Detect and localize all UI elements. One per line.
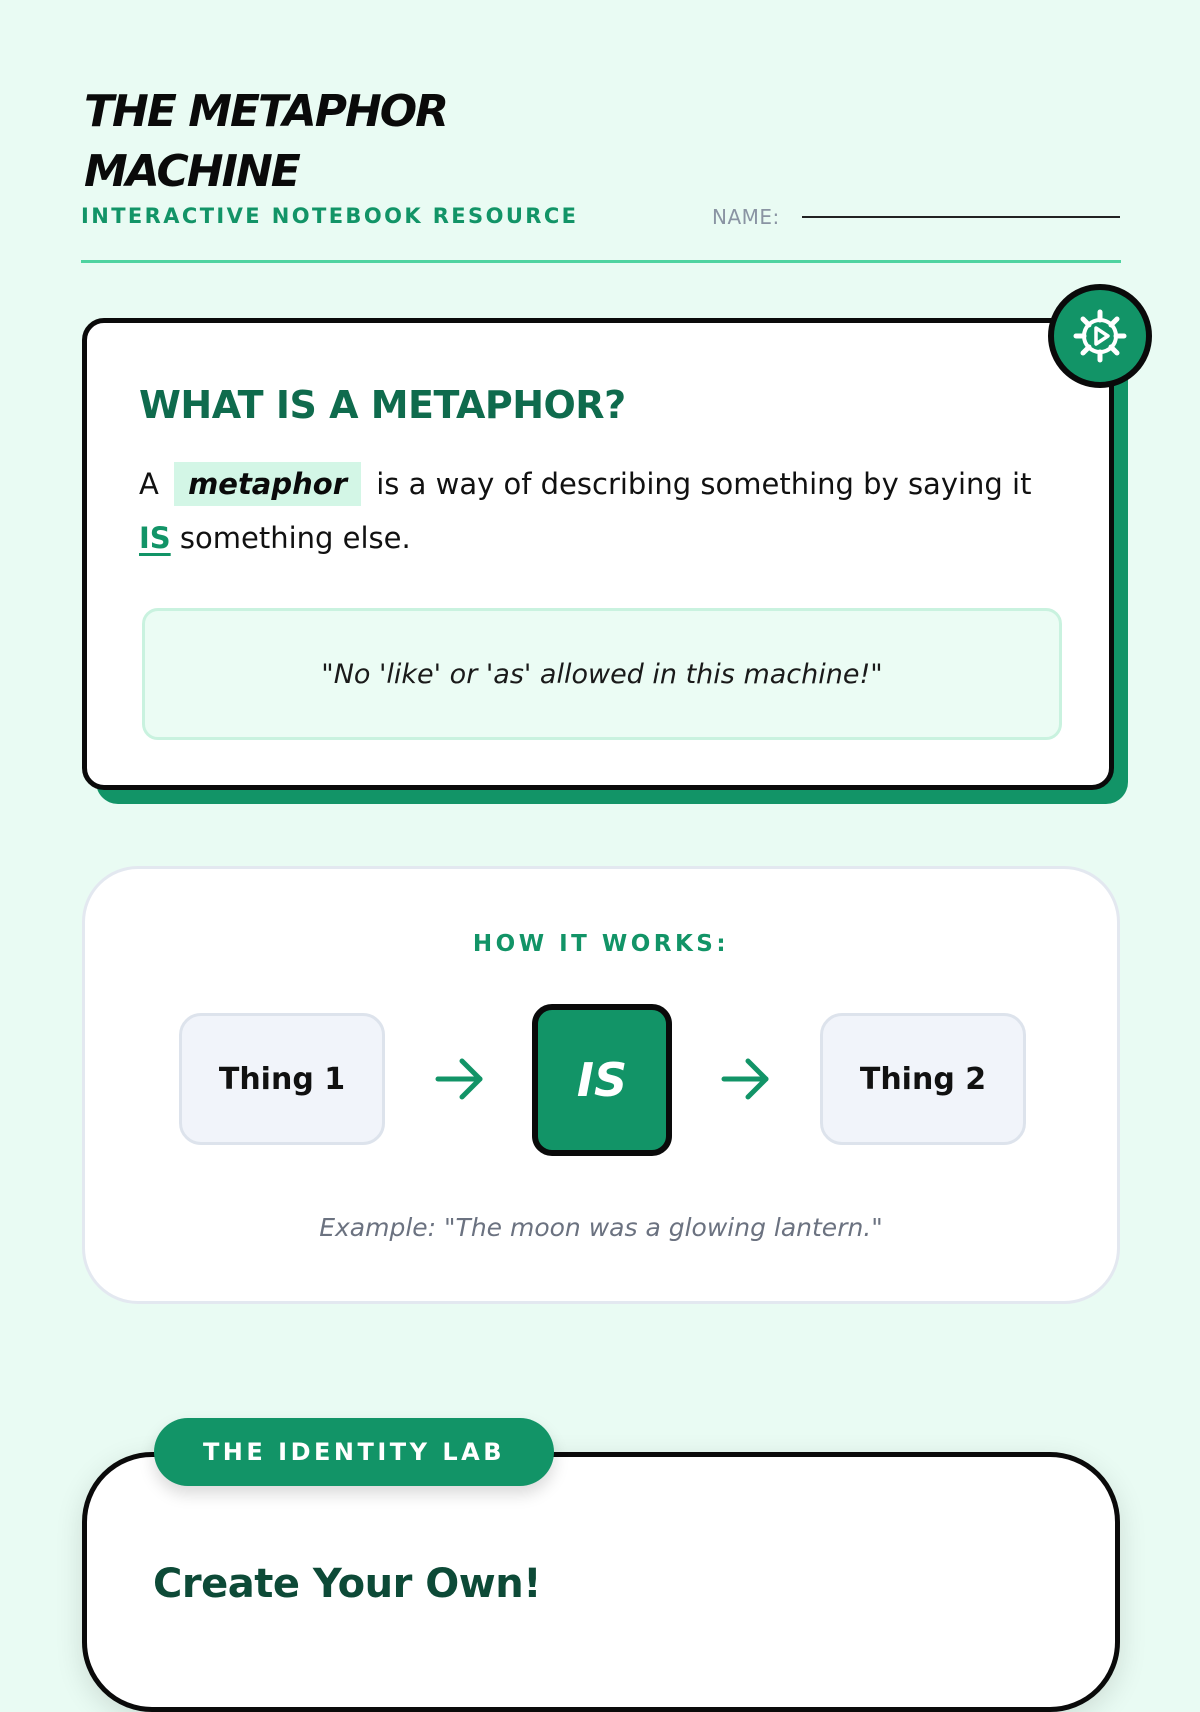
name-label: NAME: (712, 205, 780, 229)
gear-play-icon (1070, 306, 1130, 366)
thing-2-label: Thing 2 (859, 1061, 987, 1097)
gear-badge (1048, 284, 1152, 388)
name-write-line[interactable] (802, 216, 1120, 218)
page-subtitle: INTERACTIVE NOTEBOOK RESOURCE (81, 204, 579, 228)
page-title: THE METAPHOR MACHINE (84, 86, 448, 197)
header-divider (81, 260, 1121, 263)
quote-text: "No 'like' or 'as' allowed in this machine!" (321, 658, 883, 690)
arrow-right-icon (434, 1055, 486, 1103)
identity-lab-tab: THE IDENTITY LAB (154, 1418, 554, 1486)
thing-2-box (820, 1013, 1026, 1145)
quote-callout (142, 608, 1062, 740)
definition-card (82, 318, 1114, 790)
highlighted-term: metaphor (174, 462, 361, 506)
is-connector-label: IS (576, 1053, 628, 1107)
is-connector-box (532, 1004, 672, 1156)
definition-text (139, 457, 1049, 565)
is-emphasis: IS (139, 521, 171, 555)
identity-lab-card (82, 1452, 1120, 1712)
definition-middle: is a way of describing something by saying it (376, 467, 1032, 501)
definition-heading: WHAT IS A METAPHOR? (139, 383, 626, 427)
arrow-right-icon (720, 1055, 772, 1103)
example-sentence: Example: "The moon was a glowing lantern." (319, 1213, 883, 1242)
create-your-own-heading: Create Your Own! (153, 1561, 541, 1607)
how-it-works-label: HOW IT WORKS: (472, 931, 730, 957)
definition-prefix: A (139, 467, 159, 501)
thing-1-label: Thing 1 (218, 1061, 346, 1097)
definition-suffix: something else. (179, 521, 411, 555)
thing-1-box (179, 1013, 385, 1145)
how-it-works-card (82, 866, 1120, 1304)
